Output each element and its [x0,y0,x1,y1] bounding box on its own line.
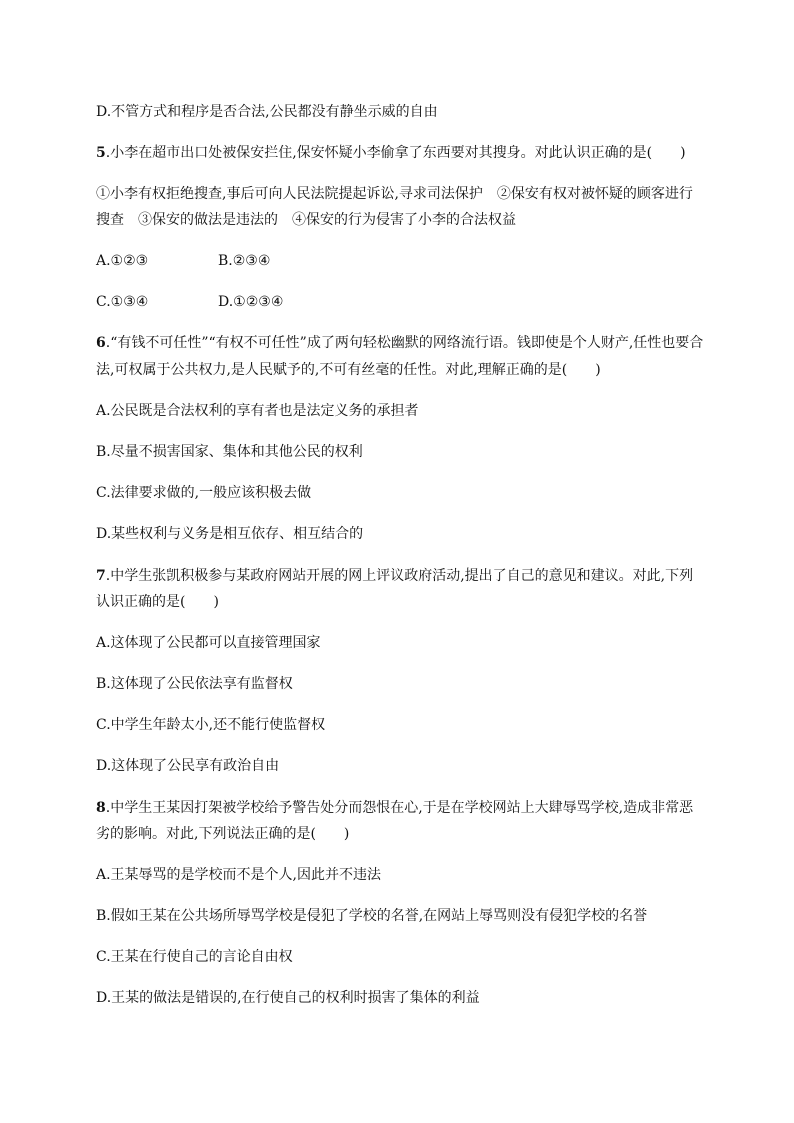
q6-stem-line2: 法,可权属于公共权力,是人民赋予的,不可有丝毫的任性。对此,理解正确的是( ) [96,362,601,378]
q5-options-row2 [96,293,283,311]
q8-option-b: B.假如王某在公共场所辱骂学校是侵犯了学校的名誉,在网站上辱骂则没有侵犯学校的名誉 [96,908,648,924]
q6-stem-line1 [96,334,703,352]
q5-number: 5 [96,145,106,161]
q4-option-d: D.不管方式和程序是否合法,公民都没有静坐示威的自由 [96,104,438,120]
q8-option-c: C.王某在行使自己的言论自由权 [96,949,293,965]
q7-stem-text: .中学生张凯积极参与某政府网站开展的网上评议政府活动,提出了自己的意见和建议。对此,下列 [105,568,694,584]
q5-options-row1 [96,252,270,270]
q6-number: 6 [96,335,106,351]
q7-stem-line1 [96,567,693,585]
q5-stem-text: .小李在超市出口处被保安拦住,保安怀疑小李偷拿了东西要对其搜身。对此认识正确的是( ) [105,145,686,161]
q8-stem-text: .中学生王某因打架被学校给予警告处分而怨恨在心,于是在学校网站上大肆辱骂学校,造成非常恶 [105,800,694,816]
q5-option-a: A.①②③ [96,253,149,269]
q7-option-b: B.这体现了公民依法享有监督权 [96,676,293,692]
q6-option-c: C.法律要求做的,一般应该积极去做 [96,485,312,501]
q7-option-a: A.这体现了公民都可以直接管理国家 [96,635,321,651]
q8-option-d: D.王某的做法是错误的,在行使自己的权利时损害了集体的利益 [96,990,480,1006]
q7-option-c: C.中学生年龄太小,还不能行使监督权 [96,717,326,733]
q8-stem-line2: 劣的影响。对此,下列说法正确的是( ) [96,826,350,842]
q7-number: 7 [96,568,106,584]
q5-option-b: B.②③④ [218,253,271,269]
q7-option-d: D.这体现了公民享有政治自由 [96,758,280,774]
q5-option-d: D.①②③④ [218,294,284,310]
q8-number: 8 [96,800,106,816]
q6-stem-text: .“有钱不可任性”“有权不可任性”成了两句轻松幽默的网络流行语。钱即使是个人财产,任性也要合 [105,335,704,351]
q8-stem-line1 [96,799,693,817]
q5-option-c: C.①③④ [96,294,149,310]
q6-option-d: D.某些权利与义务是相互依存、相互结合的 [96,526,364,542]
q5-stem [96,144,686,162]
q6-option-b: B.尽量不损害国家、集体和其他公民的权利 [96,444,363,460]
q5-statements-line1: ①小李有权拒绝搜查,事后可向人民法院提起诉讼,寻求司法保护 ②保安有权对被怀疑的顾客进行 [96,186,693,202]
q8-option-a: A.王某辱骂的是学校而不是个人,因此并不违法 [96,867,382,883]
q6-option-a: A.公民既是合法权利的享有者也是法定义务的承担者 [96,403,419,419]
q7-stem-line2: 认识正确的是( ) [96,594,219,610]
q5-statements-line2: 搜查 ③保安的做法是违法的 ④保安的行为侵害了小李的合法权益 [96,212,516,228]
